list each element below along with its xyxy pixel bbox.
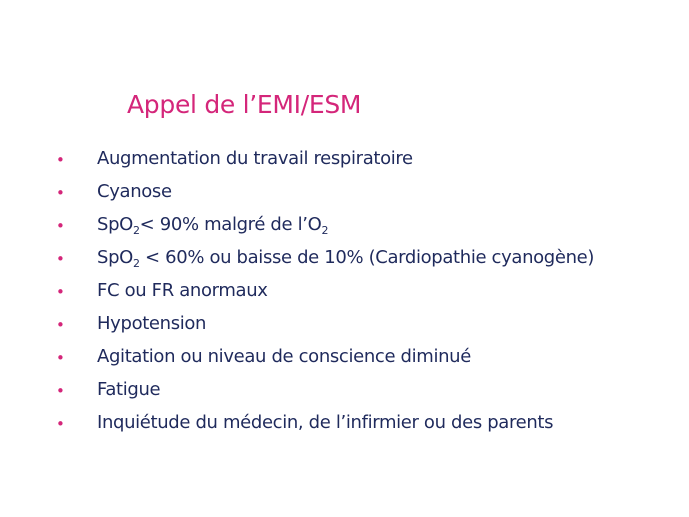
bullet-text: Cyanose bbox=[97, 181, 172, 202]
bullet-text: Hypotension bbox=[97, 313, 207, 334]
bullet-text: Agitation ou niveau de conscience diminué bbox=[97, 346, 471, 367]
bullet-text: SpO$_2$ < 60% ou baisse de 10% (Cardiopathie cyanogène) bbox=[97, 247, 595, 270]
subscript: 2 bbox=[132, 257, 140, 270]
bullet-text: Augmentation du travail respiratoire bbox=[97, 148, 413, 169]
bullet-text: Inquiétude du médecin, de l’infirmier ou des parents bbox=[97, 412, 554, 433]
bullet-text: SpO$_2$< 90% malgré de $l’O_2$ bbox=[97, 214, 329, 237]
bullet-marker: • bbox=[56, 283, 65, 301]
bullet-marker: • bbox=[56, 415, 65, 433]
bullet-marker: • bbox=[56, 349, 65, 367]
subscript: 2 bbox=[321, 224, 329, 237]
bullet-text: Fatigue bbox=[97, 379, 161, 400]
slide-title: Appel de l’EMI/ESM bbox=[127, 90, 362, 119]
bullet-marker: • bbox=[56, 217, 65, 235]
bullet-marker: • bbox=[56, 316, 65, 334]
bullet-marker: • bbox=[56, 250, 65, 268]
bullet-marker: • bbox=[56, 184, 65, 202]
subscript: 2 bbox=[132, 224, 140, 237]
bullet-text: FC ou FR anormaux bbox=[97, 280, 268, 301]
bullet-marker: • bbox=[56, 151, 65, 169]
bullet-marker: • bbox=[56, 382, 65, 400]
